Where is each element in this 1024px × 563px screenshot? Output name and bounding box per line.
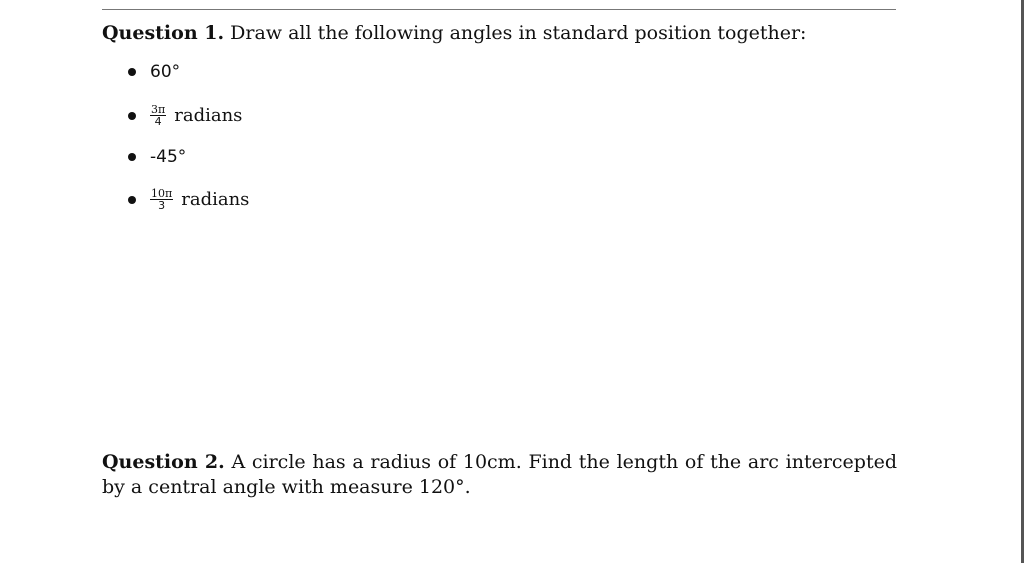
bullet-icon [128, 112, 136, 120]
question-1 [102, 22, 806, 44]
angle-value: -45° [150, 147, 187, 167]
angle-value: 60° [150, 62, 181, 82]
bullet-icon [128, 196, 136, 204]
fraction-numerator: 10π [151, 187, 173, 200]
bullet-icon [128, 68, 136, 76]
list-item [128, 62, 180, 82]
angle-unit: radians [174, 105, 243, 126]
top-rule [102, 9, 896, 10]
fraction [150, 104, 166, 127]
bullet-icon [128, 153, 136, 161]
fraction-denominator: 4 [154, 115, 162, 128]
angle-unit: radians [181, 189, 250, 210]
fraction-denominator: 3 [158, 199, 166, 212]
list-item [128, 188, 249, 211]
fraction-numerator: 3π [151, 103, 166, 116]
list-item [128, 147, 186, 167]
question-1-label: Question 1. [102, 22, 225, 44]
question-1-text: Draw all the following angles in standard position together: [230, 22, 807, 44]
question-2-text: A circle has a radius of 10cm. Find the length of the arc intercepted by a central angle with measure 120°. [102, 451, 897, 498]
question-2 [102, 450, 897, 500]
fraction [150, 188, 173, 211]
list-item [128, 104, 242, 127]
question-2-label: Question 2. [102, 451, 225, 473]
